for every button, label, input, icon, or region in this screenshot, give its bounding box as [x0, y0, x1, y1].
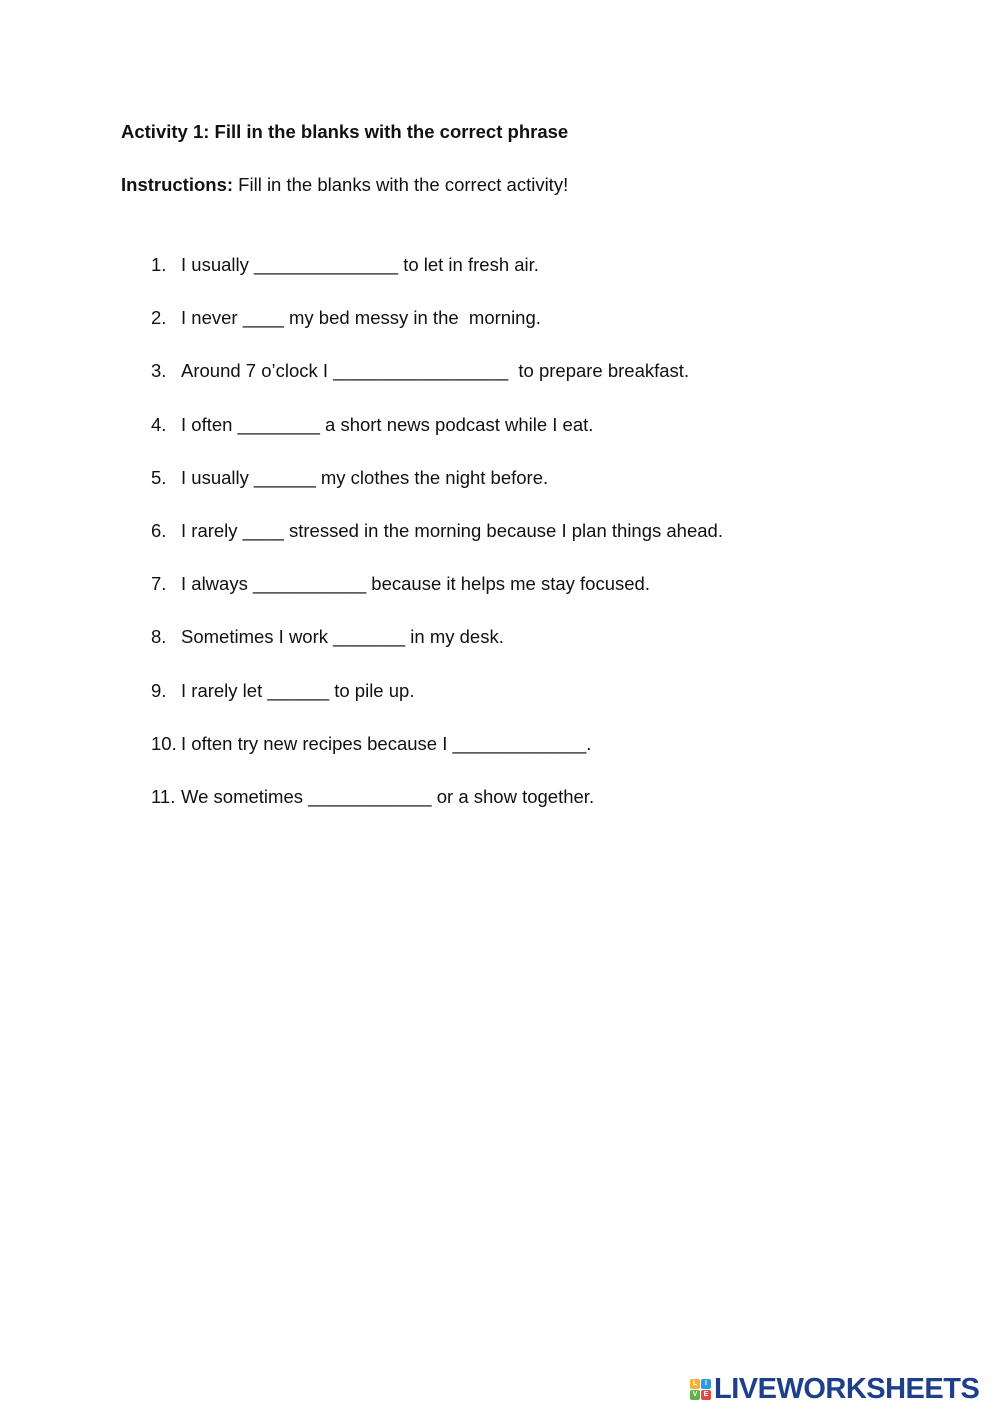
question-text: I never ____ my bed messy in the morning.	[181, 307, 541, 329]
logo-mark-tile: E	[701, 1390, 711, 1400]
question-number: 10.	[151, 732, 177, 754]
question-number: 2.	[151, 307, 167, 329]
question-text: I often ________ a short news podcast while I eat.	[181, 413, 594, 435]
instructions-text: Fill in the blanks with the correct activity!	[233, 174, 569, 195]
logo-text: LIVEWORKSHEETS	[714, 1373, 980, 1405]
question-text: I often try new recipes because I _____________.	[181, 732, 592, 754]
question-number: 5.	[151, 466, 167, 488]
question-number: 4.	[151, 413, 167, 435]
logo-mark-tile: L	[690, 1379, 700, 1389]
logo-mark-tile: I	[701, 1379, 711, 1389]
logo-mark-tile: V	[690, 1390, 700, 1400]
worksheet-title: Activity 1: Fill in the blanks with the correct phrase	[121, 121, 569, 142]
question-number: 6.	[151, 519, 167, 541]
instructions	[121, 174, 568, 196]
question-text: Sometimes I work _______ in my desk.	[181, 626, 504, 648]
question-text: Around 7 o’clock I _________________ to prepare breakfast.	[181, 360, 690, 382]
question-number: 1.	[151, 254, 167, 275]
logo-mark-icon	[690, 1379, 711, 1400]
question-text: I usually ______ my clothes the night before.	[181, 466, 549, 488]
question-number: 9.	[151, 679, 167, 701]
instructions-label: Instructions:	[121, 174, 234, 195]
liveworksheets-logo	[690, 1372, 979, 1406]
question-number: 3.	[151, 360, 167, 382]
question-text: I always ___________ because it helps me stay focused.	[181, 573, 650, 595]
question-text: We sometimes ____________ or a show together.	[181, 785, 595, 807]
question-text: I rarely ____ stressed in the morning because I plan things ahead.	[181, 519, 723, 541]
question-number: 11.	[151, 785, 176, 807]
question-number: 8.	[151, 626, 167, 648]
question-text: I rarely let ______ to pile up.	[181, 679, 415, 701]
question-text: I usually ______________ to let in fresh air.	[181, 254, 539, 275]
question-number: 7.	[151, 573, 167, 595]
